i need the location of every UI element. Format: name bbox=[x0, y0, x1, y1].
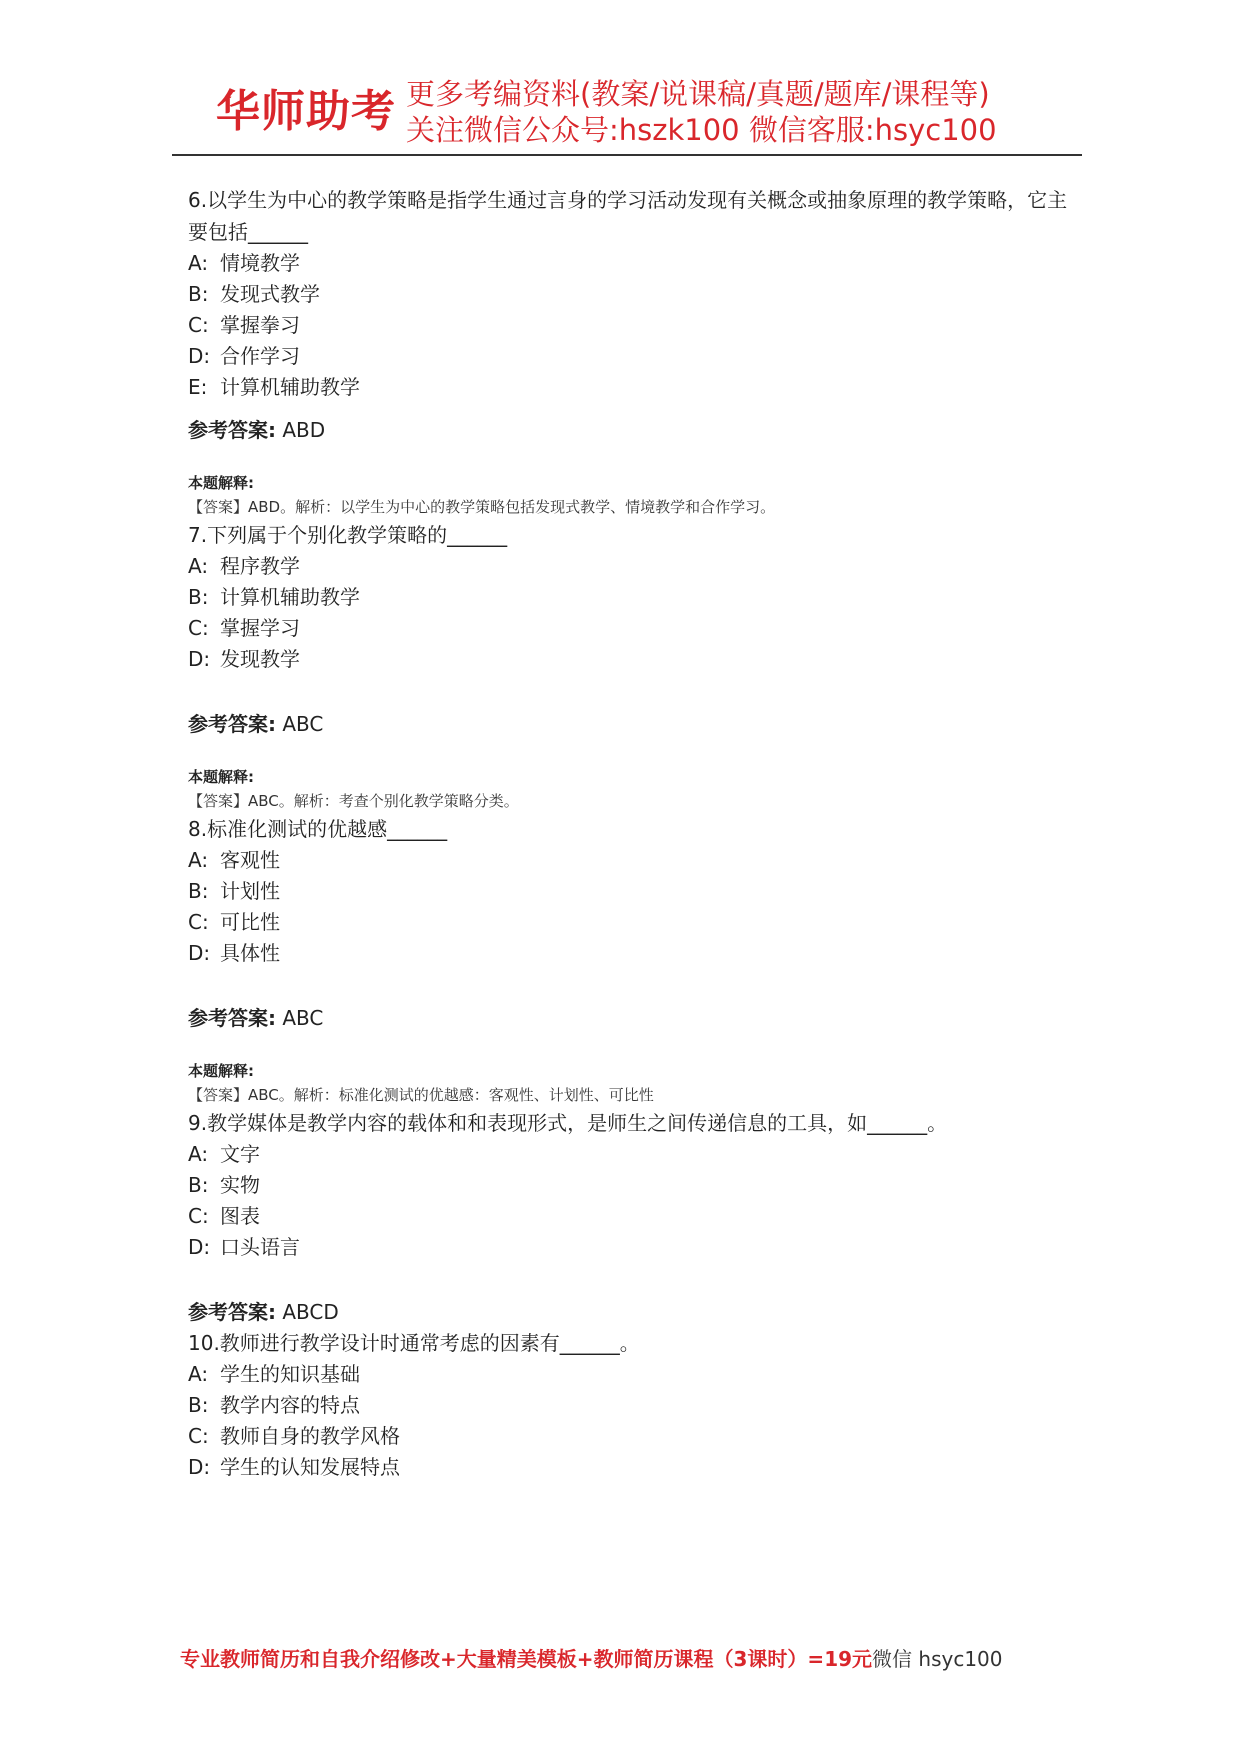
question-stem: 6.以学生为中心的教学策略是指学生通过言身的学习活动发现有关概念或抽象原理的教学策略，它主要包括______ bbox=[188, 188, 1068, 244]
option-item: E: 计算机辅助教学 bbox=[188, 375, 360, 399]
option-item: C: 掌握拳习 bbox=[188, 313, 300, 337]
option-item: A: 学生的知识基础 bbox=[188, 1362, 360, 1386]
option-item: B: 教学内容的特点 bbox=[188, 1393, 360, 1417]
option-item: B: 实物 bbox=[188, 1173, 260, 1197]
option-item: C: 可比性 bbox=[188, 910, 280, 934]
tagline-line-1: 更多考编资料(教案/说课稿/真题/题库/课程等) bbox=[406, 77, 990, 111]
brand-logo: 华师助考 bbox=[216, 86, 396, 137]
option-item: A: 客观性 bbox=[188, 848, 280, 872]
header-banner bbox=[172, 76, 1082, 154]
answer-value: ABC bbox=[282, 1006, 324, 1030]
option-item: D: 口头语言 bbox=[188, 1235, 300, 1259]
explanation-text: 【答案】ABC。解析：标准化测试的优越感：客观性、计划性、可比性 bbox=[188, 1086, 654, 1104]
question-stem: 9.教学媒体是教学内容的载体和和表现形式，是师生之间传递信息的工具，如______。 bbox=[188, 1111, 948, 1135]
question-block bbox=[188, 184, 1068, 519]
option-item: A: 情境教学 bbox=[188, 251, 300, 275]
explanation-text: 【答案】ABC。解析：考查个别化教学策略分类。 bbox=[188, 792, 519, 810]
answer-line: 参考答案: ABC bbox=[188, 1006, 324, 1030]
answer-value: ABD bbox=[282, 418, 326, 442]
answer-line: 参考答案: ABCD bbox=[188, 1300, 339, 1324]
explanation-title: 本题解释: bbox=[188, 474, 254, 492]
question-block bbox=[188, 1107, 1068, 1327]
option-item: C: 图表 bbox=[188, 1204, 260, 1228]
option-item: D: 具体性 bbox=[188, 941, 280, 965]
explanation-title: 本题解释: bbox=[188, 768, 254, 786]
promo-text: 专业教师简历和自我介绍修改+大量精美模板+教师简历课程（3课时）=19元 bbox=[180, 1647, 873, 1671]
answer-value: ABC bbox=[282, 712, 324, 736]
question-block bbox=[188, 813, 1068, 1107]
answer-line: 参考答案: ABD bbox=[188, 418, 326, 442]
question-block bbox=[188, 519, 1068, 813]
header-tagline bbox=[406, 76, 997, 148]
contact-text: 微信 hsyc100 bbox=[872, 1647, 1003, 1671]
answer-value: ABCD bbox=[282, 1300, 339, 1324]
question-stem: 10.教师进行教学设计时通常考虑的因素有______。 bbox=[188, 1331, 640, 1355]
question-list bbox=[188, 184, 1068, 1483]
answer-line: 参考答案: ABC bbox=[188, 712, 324, 736]
question-stem: 7.下列属于个别化教学策略的______ bbox=[188, 523, 508, 547]
explanation-text: 【答案】ABD。解析：以学生为中心的教学策略包括发现式教学、情境教学和合作学习。 bbox=[188, 498, 776, 516]
option-item: C: 掌握学习 bbox=[188, 616, 300, 640]
option-item: D: 发现教学 bbox=[188, 647, 300, 671]
tagline-line-2: 关注微信公众号:hszk100 微信客服:hsyc100 bbox=[406, 113, 997, 147]
explanation-title: 本题解释: bbox=[188, 1062, 254, 1080]
question-block bbox=[188, 1327, 1068, 1483]
option-item: A: 程序教学 bbox=[188, 554, 300, 578]
option-item: D: 学生的认知发展特点 bbox=[188, 1455, 400, 1479]
question-stem: 8.标准化测试的优越感______ bbox=[188, 817, 448, 841]
option-item: B: 计算机辅助教学 bbox=[188, 585, 360, 609]
option-item: B: 计划性 bbox=[188, 879, 280, 903]
option-item: D: 合作学习 bbox=[188, 344, 300, 368]
option-item: A: 文字 bbox=[188, 1142, 260, 1166]
footer-promo bbox=[180, 1644, 1060, 1674]
option-item: B: 发现式教学 bbox=[188, 282, 320, 306]
header-divider bbox=[172, 154, 1082, 156]
option-item: C: 教师自身的教学风格 bbox=[188, 1424, 400, 1448]
